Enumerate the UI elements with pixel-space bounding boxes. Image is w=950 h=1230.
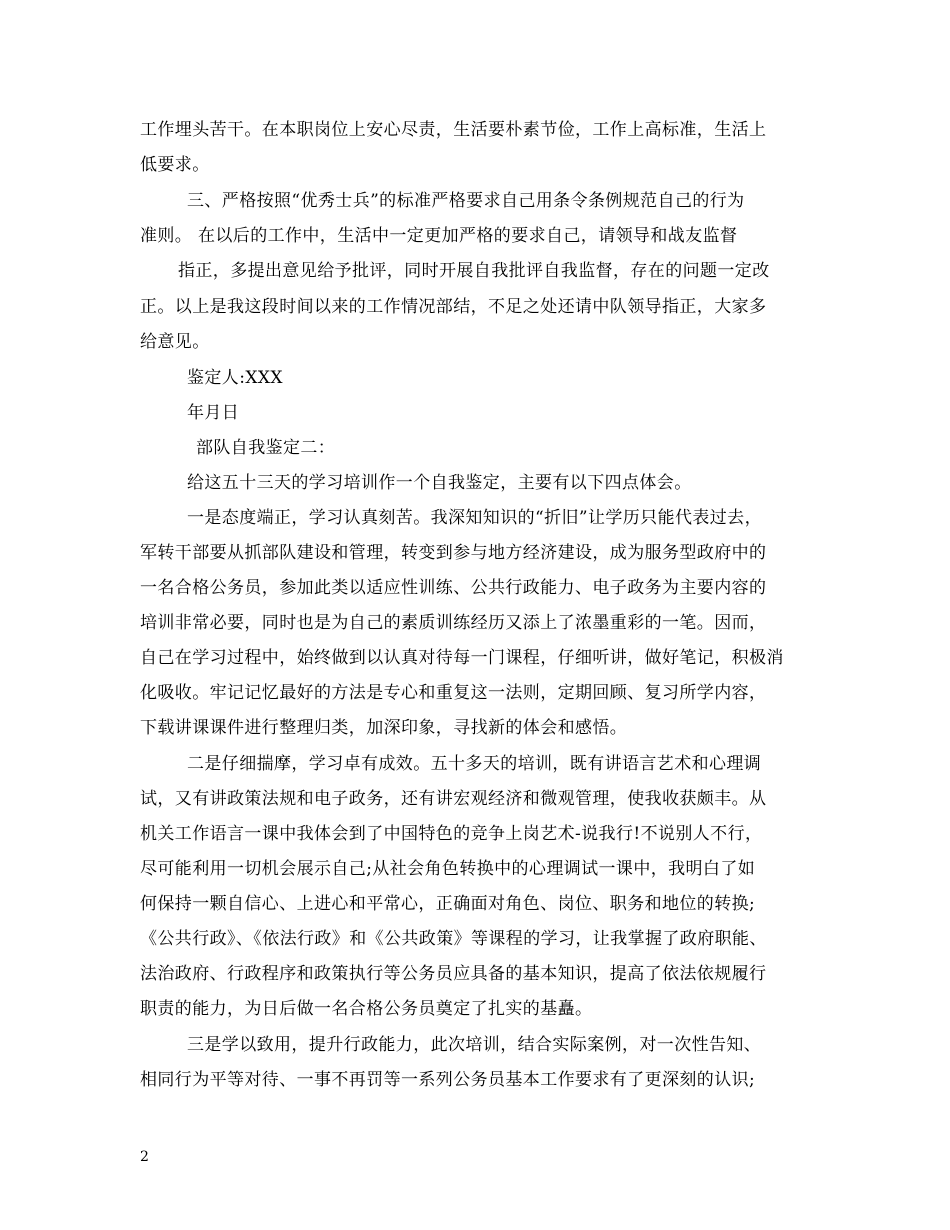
text-line: 三、严格按照“优秀士兵”的标准严格要求自己用条令条例规范自己的行为 [187, 191, 745, 211]
text-line: 自己在学习过程中，始终做到以认真对待每一门课程，仔细听讲，做好笔记，积极消 [140, 648, 784, 668]
text-line: 何保持一颗自信心、上进心和平常心，正确面对角色、岗位、职务和地位的转换; [140, 894, 756, 914]
signature-line: 鉴定人:XXX [187, 368, 283, 388]
text-line: 指正，多提出意见给予批评，同时开展自我批评自我监督，存在的问题一定改 [178, 261, 770, 281]
text-line: 培训非常必要，同时也是为自己的素质训练经历又添上了浓墨重彩的一笔。因而， [140, 613, 767, 633]
text-line: 准则。 在以后的工作中，生活中一定更加严格的要求自己，请领导和战友监督 [140, 226, 738, 246]
text-line: 职责的能力，为日后做一名合格公务员奠定了扎实的基矗。 [140, 999, 593, 1019]
text-line: 一名合格公务员，参加此类以适应性训练、公共行政能力、电子政务为主要内容的 [140, 578, 767, 598]
text-line: 军转干部要从抓部队建设和管理，转变到参与地方经济建设，成为服务型政府中的 [140, 543, 767, 563]
text-line: 《公共行政》、《依法行政》和《公共政策》等课程的学习，让我掌握了政府职能、 [140, 929, 767, 949]
text-line: 正。以上是我这段时间以来的工作情况部结，不足之处还请中队领导指正，大家多 [140, 297, 767, 317]
text-line: 给意见。 [140, 332, 210, 352]
text-line: 化吸收。牢记记忆最好的方法是专心和重复这一法则，定期回顾、复习所学内容， [140, 683, 767, 703]
text-line: 三是学以致用，提升行政能力，此次培训，结合实际案例，对一次性告知、 [187, 1035, 762, 1055]
date-line: 年月日 [187, 403, 240, 423]
text-line: 二是仔细揣摩，学习卓有成效。五十多天的培训，既有讲语言艺术和心理调 [187, 754, 762, 774]
text-line: 工作埋头苦干。在本职岗位上安心尽责，生活要朴素节俭，工作上高标准，生活上 [140, 120, 767, 140]
text-line: 低要求。 [140, 155, 210, 175]
text-line: 试，又有讲政策法规和电子政务，还有讲宏观经济和微观管理，使我收获颇丰。从 [140, 789, 767, 809]
text-line: 相同行为平等对待、一事不再罚等一系列公务员基本工作要求有了更深刻的认识; [140, 1070, 756, 1090]
page-number: 2 [140, 1149, 149, 1165]
text-line: 给这五十三天的学习培训作一个自我鉴定，主要有以下四点体会。 [187, 473, 692, 493]
text-line: 机关工作语言一课中我体会到了中国特色的竞争上岗艺术-说我行!不说别人不行， [140, 824, 763, 844]
text-line: 下载讲课课件进行整理归类，加深印象，寻找新的体会和感悟。 [140, 718, 628, 738]
text-line: 一是态度端正，学习认真刻苦。我深知知识的“折旧”让学历只能代表过去， [187, 508, 762, 528]
section-heading: 部队自我鉴定二： [196, 438, 336, 458]
text-line: 法治政府、行政程序和政策执行等公务员应具备的基本知识，提高了依法依规履行 [140, 964, 767, 984]
text-line: 尽可能利用一切机会展示自己;从社会角色转换中的心理调试一课中，我明白了如 [140, 859, 756, 879]
